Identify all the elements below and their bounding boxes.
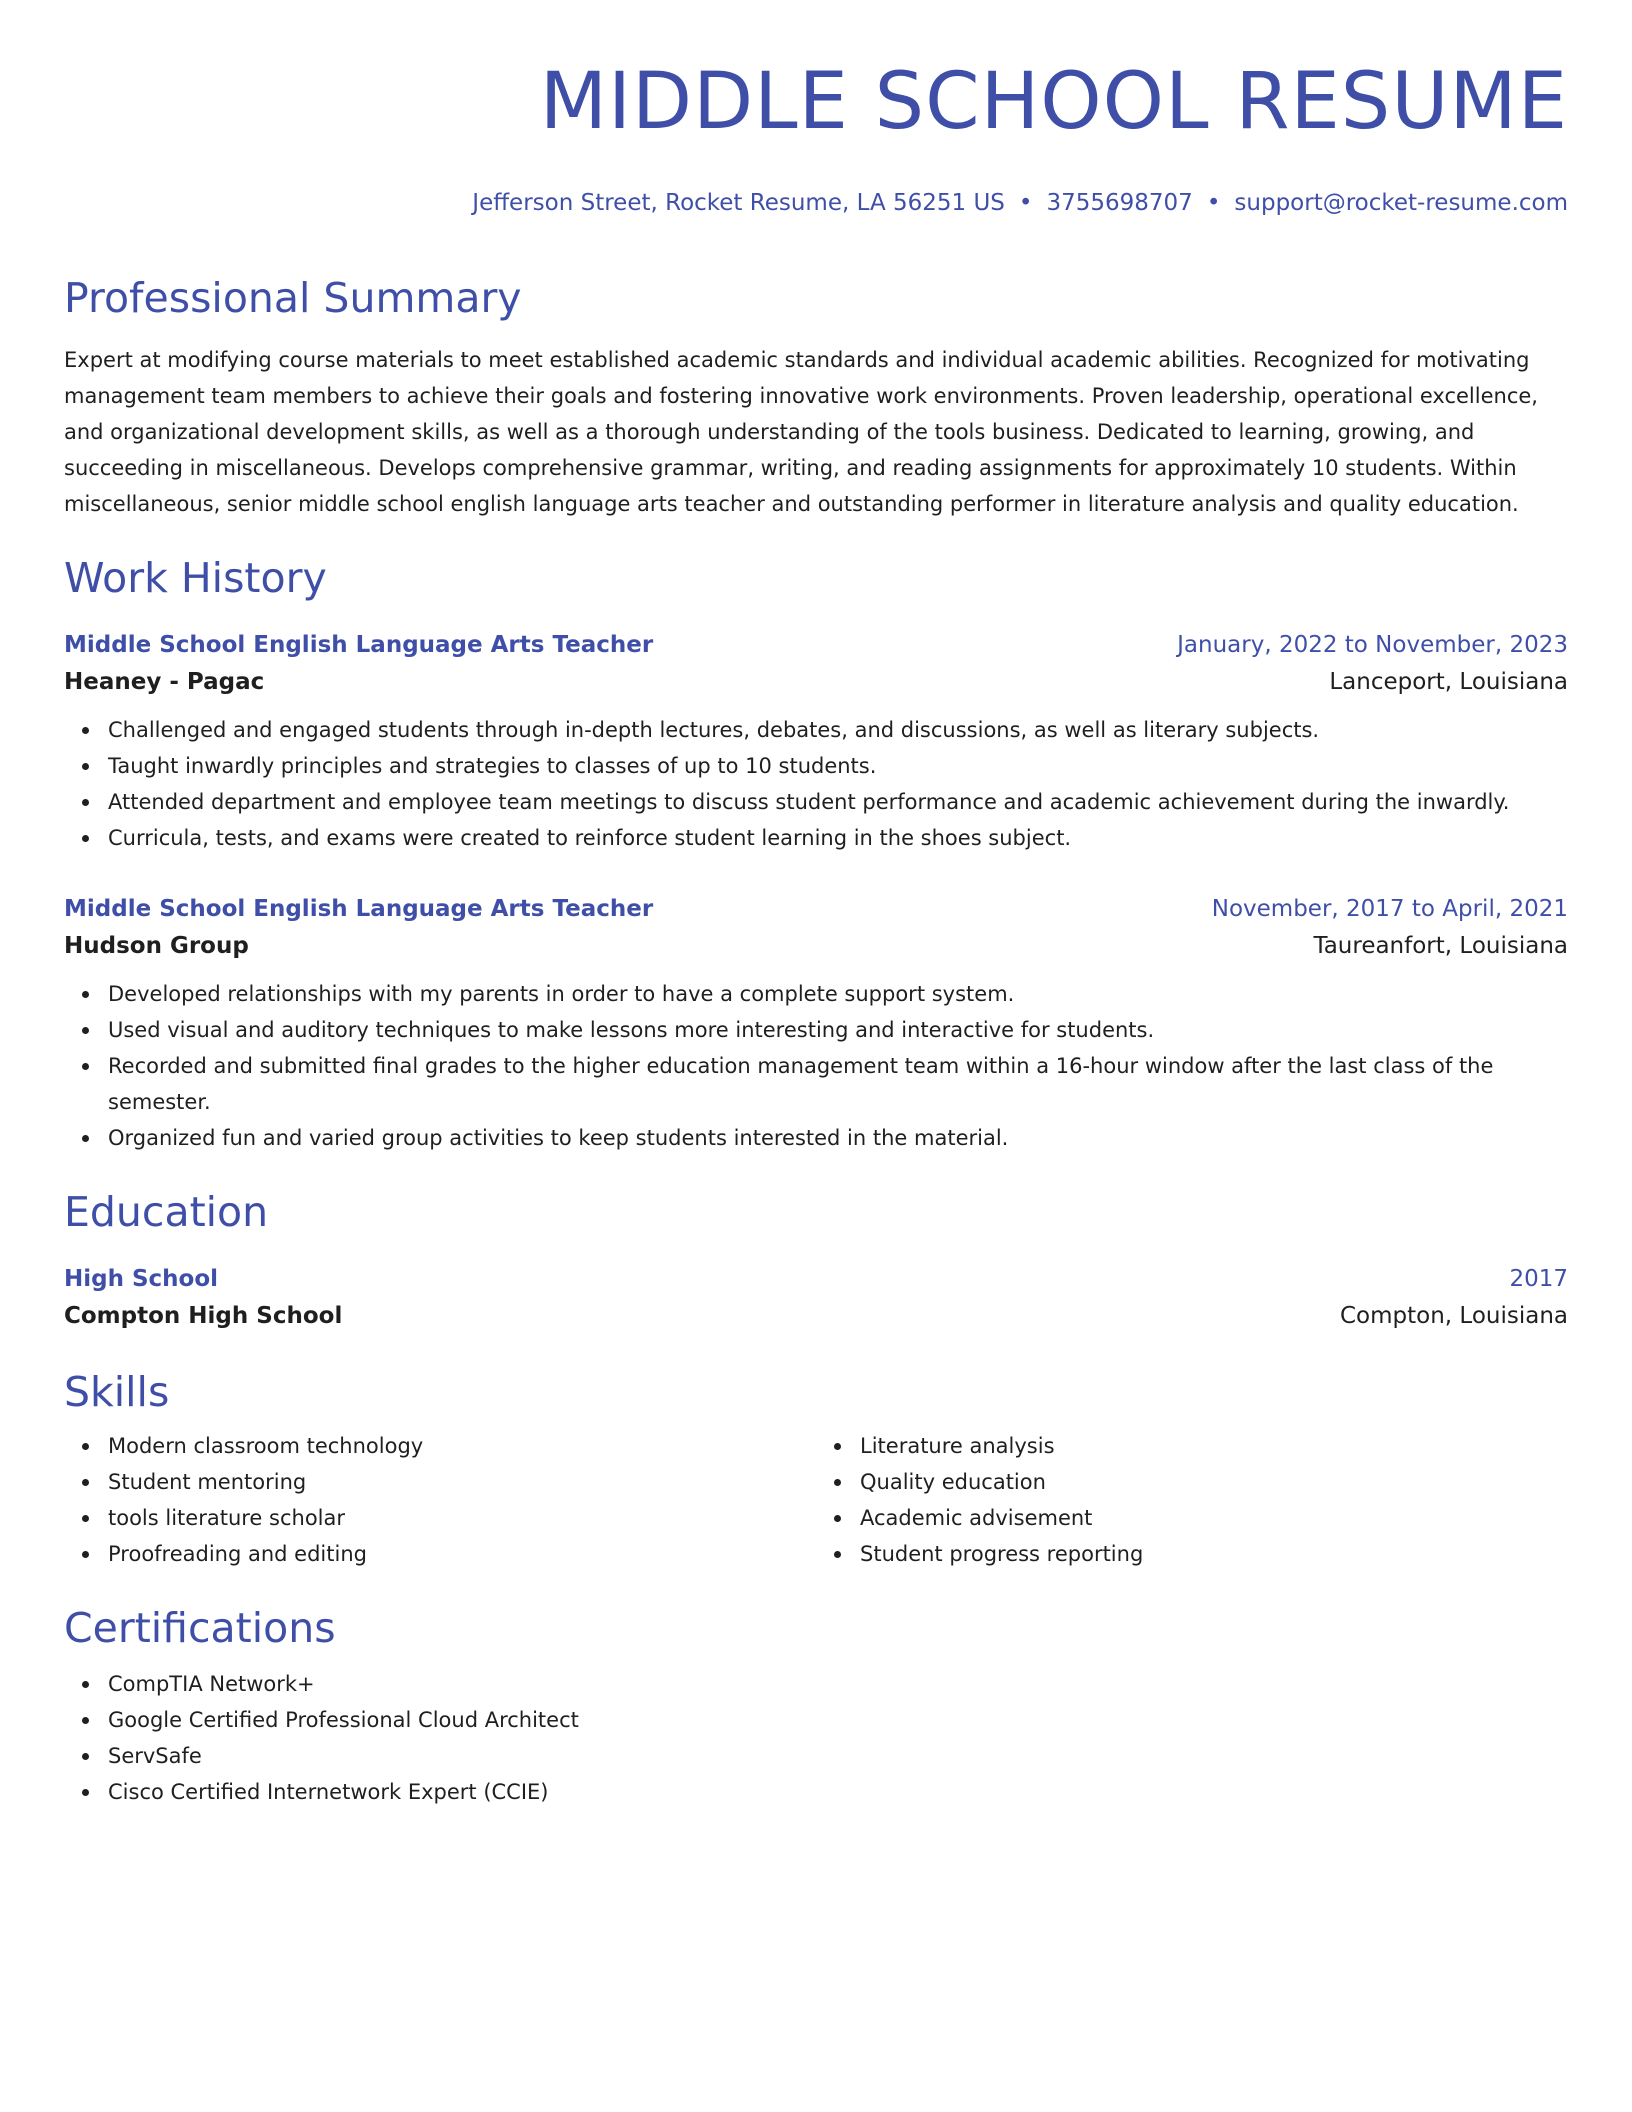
list-item: Student progress reporting: [860, 1536, 1568, 1572]
list-item: Developed relationships with my parents in order to have a complete support system.: [108, 976, 1568, 1012]
list-item: Used visual and auditory techniques to make lessons more interesting and interactive for students.: [108, 1012, 1568, 1048]
list-item: ServSafe: [108, 1738, 1568, 1774]
list-item: tools literature scholar: [108, 1500, 816, 1536]
list-item: Cisco Certified Internetwork Expert (CCIE): [108, 1774, 1568, 1810]
education-degree: High School: [64, 1266, 219, 1292]
job-dates: January, 2022 to November, 2023: [1177, 632, 1568, 658]
job-entry: [64, 892, 1568, 1156]
certifications-list: [64, 1666, 1568, 1810]
job-entry: [64, 628, 1568, 856]
list-item: Recorded and submitted final grades to the higher education management team within a 16-hour window after the last class of the semester.: [108, 1048, 1568, 1120]
job-dates: November, 2017 to April, 2021: [1211, 896, 1568, 922]
list-item: Student mentoring: [108, 1464, 816, 1500]
education-section: [64, 1184, 1568, 1336]
list-item: Quality education: [860, 1464, 1568, 1500]
list-item: Attended department and employee team meetings to discuss student performance and academic achievement during the inwardly.: [108, 784, 1568, 820]
education-location: Compton, Louisiana: [1339, 1303, 1568, 1329]
contact-address: Jefferson Street, Rocket Resume, LA 56251 US: [472, 190, 1005, 216]
skills-column-left: [64, 1428, 816, 1572]
contact-phone: 3755698707: [1046, 190, 1193, 216]
list-item: Taught inwardly principles and strategies to classes of up to 10 students.: [108, 748, 1568, 784]
skills-list: [64, 1428, 816, 1572]
skills-grid: [64, 1428, 1568, 1572]
job-title: Middle School English Language Arts Teacher: [64, 896, 654, 922]
contact-email[interactable]: support@rocket-resume.com: [1234, 190, 1568, 216]
summary-section: [64, 270, 1568, 522]
work-history-section: [64, 550, 1568, 1156]
certifications-section: [64, 1600, 1568, 1810]
contact-line: [64, 188, 1568, 218]
contact-separator: •: [1018, 190, 1033, 216]
education-school: Compton High School: [64, 1303, 343, 1329]
resume-header: [64, 52, 1568, 218]
skills-section: [64, 1364, 1568, 1572]
job-company: Hudson Group: [64, 933, 249, 959]
skills-column-right: [816, 1428, 1568, 1572]
summary-text: Expert at modifying course materials to meet established academic standards and individual academic abilities. Recognized for motivating management team members to achieve their goals and fostering innovative work environments. Proven leadership, operational excellence, and organizational development skills, as well as a thorough understanding of the tools business. Dedicated to learning, growing, and succeeding in miscellaneous. Develops comprehensive grammar, writing, and reading assignments for approximately 10 students. Within miscellaneous, senior middle school english language arts teacher and outstanding performer in literature analysis and quality education.: [64, 348, 1538, 516]
work-history-heading: Work History: [64, 554, 327, 602]
skills-list: [816, 1428, 1568, 1572]
list-item: CompTIA Network+: [108, 1666, 1568, 1702]
skills-heading: Skills: [64, 1368, 170, 1416]
contact-separator: •: [1206, 190, 1221, 216]
resume-name: MIDDLE SCHOOL RESUME: [539, 57, 1568, 147]
certifications-heading: Certifications: [64, 1604, 336, 1652]
list-item: Challenged and engaged students through in-depth lectures, debates, and discussions, as well as literary subjects.: [108, 712, 1568, 748]
job-bullets: [64, 712, 1568, 856]
job-title: Middle School English Language Arts Teacher: [64, 632, 654, 658]
job-location: Lanceport, Louisiana: [1329, 669, 1568, 695]
list-item: Academic advisement: [860, 1500, 1568, 1536]
job-bullets: [64, 976, 1568, 1156]
list-item: Google Certified Professional Cloud Architect: [108, 1702, 1568, 1738]
education-entry: [64, 1262, 1568, 1336]
list-item: Literature analysis: [860, 1428, 1568, 1464]
list-item: Curricula, tests, and exams were created to reinforce student learning in the shoes subject.: [108, 820, 1568, 856]
summary-heading: Professional Summary: [64, 274, 522, 322]
list-item: Modern classroom technology: [108, 1428, 816, 1464]
job-company: Heaney - Pagac: [64, 669, 265, 695]
education-heading: Education: [64, 1188, 269, 1236]
list-item: Organized fun and varied group activities to keep students interested in the material.: [108, 1120, 1568, 1156]
job-location: Taureanfort, Louisiana: [1313, 933, 1568, 959]
education-year: 2017: [1509, 1266, 1568, 1292]
list-item: Proofreading and editing: [108, 1536, 816, 1572]
